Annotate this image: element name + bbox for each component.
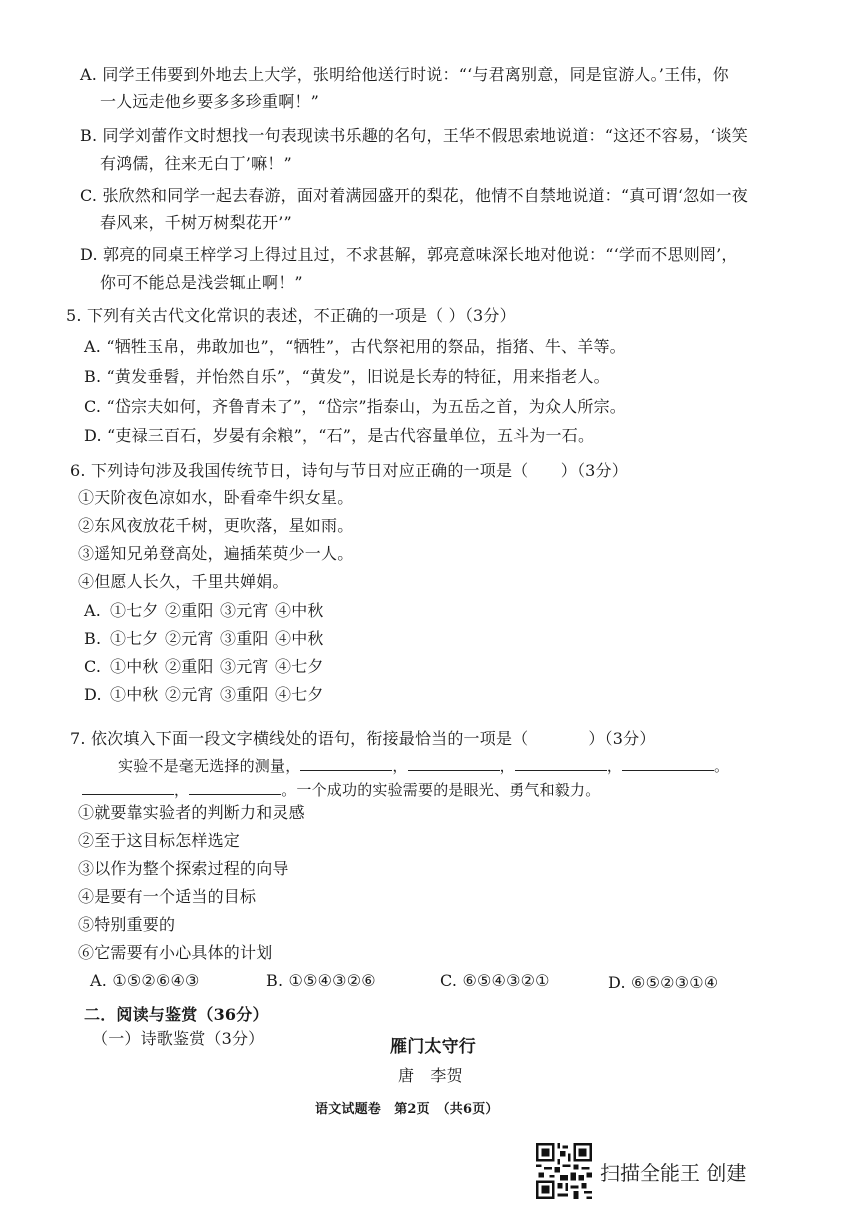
q7-option-c: C. ⑥⑤④③②① (440, 971, 550, 990)
q7-passage-line1: 实验不是毫无选择的测量， ， ， ， 。 (118, 754, 729, 777)
fill-blank-3 (515, 754, 607, 771)
fill-blank-4 (622, 754, 714, 771)
fill-blank-5 (82, 778, 174, 795)
q7-option-a: A. ①⑤②⑥④③ (90, 971, 200, 990)
answer-blank (528, 728, 588, 744)
q7-item-5: ⑤特别重要的 (78, 915, 176, 934)
q7-option-d: D. ⑥⑤②③①④ (608, 973, 719, 992)
q6-poem-line-3: ③遥知兄弟登高处，遍插茱萸少一人。 (78, 544, 354, 563)
q7-item-6: ⑥它需要有小心具体的计划 (78, 943, 273, 962)
q7-item-2: ②至于这目标怎样选定 (78, 831, 241, 850)
q7-option-b: B. ①⑤④③②⑥ (266, 971, 376, 990)
q6-option-d: D. ①中秋 ②元宵 ③重阳 ④七夕 (84, 685, 324, 704)
q5-option-d: D. “吏禄三百石，岁晏有余粮”，“石”，是古代容量单位，五斗为一石。 (84, 426, 595, 445)
q7-item-3: ③以作为整个探索过程的向导 (78, 859, 289, 878)
q5-option-c: C. “岱宗夫如何，齐鲁青未了”，“岱宗”指泰山，为五岳之首，为众人所宗。 (84, 397, 626, 416)
q7-stem: 7. 依次填入下面一段文字横线处的语句，衔接最恰当的一项是（ ）（3分） (70, 729, 656, 748)
q4-option-a-line2: 一人远走他乡要多多珍重啊！” (100, 92, 319, 111)
fill-blank-6 (189, 778, 281, 795)
q4-option-c-line1: C. 张欣然和同学一起去春游，面对着满园盛开的梨花，他情不自禁地说道：“真可谓‘忽如一夜 (80, 186, 748, 205)
q5-option-b: B. “黄发垂髫，并怡然自乐”，“黄发”，旧说是长寿的特征，用来指老人。 (84, 367, 610, 386)
q7-item-4: ④是要有一个适当的目标 (78, 887, 257, 906)
q4-option-a-line1: A. 同学王伟要到外地去上大学，张明给他送行时说：“‘与君离别意，同是宦游人。’王伟，你 (80, 65, 729, 84)
q6-stem: 6. 下列诗句涉及我国传统节日，诗句与节日对应正确的一项是（ ）（3分） (70, 461, 628, 480)
q7-item-1: ①就要靠实验者的判断力和灵感 (78, 803, 305, 822)
q6-poem-line-1: ①天阶夜色凉如水，卧看牵牛织女星。 (78, 488, 354, 507)
q4-option-c-line2: 春风来，千树万树梨花开’” (100, 213, 292, 232)
q4-option-d-line2: 你可不能总是浅尝辄止啊！” (100, 273, 303, 292)
poetry-appreciation-heading: （一）诗歌鉴赏（3分） (92, 1029, 265, 1048)
q4-option-b-line1: B. 同学刘蕾作文时想找一句表现读书乐趣的名句，王华不假思索地说道：“这还不容易，‘谈笑 (80, 126, 748, 145)
q4-option-b-line2: 有鸿儒，往来无白丁’嘛！” (100, 154, 292, 173)
fill-blank-2 (408, 754, 500, 771)
qr-code-icon (536, 1143, 592, 1199)
poem-title: 雁门太守行 (390, 1037, 476, 1057)
q7-passage-line2: ， 。一个成功的实验需要的是眼光、勇气和毅力。 (82, 778, 600, 801)
scanner-watermark: 扫描全能王 创建 (600, 1161, 747, 1185)
q6-option-a: A. ①七夕 ②重阳 ③元宵 ④中秋 (84, 601, 324, 620)
q6-poem-line-2: ②东风夜放花千树，更吹落，星如雨。 (78, 516, 354, 535)
q5-stem: 5. 下列有关古代文化常识的表述，不正确的一项是（ ）（3分） (66, 306, 516, 325)
q6-option-c: C. ①中秋 ②重阳 ③元宵 ④七夕 (84, 657, 324, 676)
q6-poem-line-4: ④但愿人长久，千里共婵娟。 (78, 572, 289, 591)
q4-option-d-line1: D. 郭亮的同桌王梓学习上得过且过，不求甚解，郭亮意味深长地对他说：“‘学而不思则罔’， (80, 245, 738, 264)
poem-author: 唐 李贺 (398, 1066, 463, 1085)
fill-blank-1 (300, 754, 392, 771)
q5-option-a: A. “牺牲玉帛，弗敢加也”，“牺牲”，古代祭祀用的祭品，指猪、牛、羊等。 (84, 337, 626, 356)
section-2-heading: 二．阅读与鉴赏（36分） (84, 1005, 269, 1024)
page-footer: 语文试题卷 第2页 （共6页） (315, 1102, 499, 1117)
q6-option-b: B. ①七夕 ②元宵 ③重阳 ④中秋 (84, 629, 324, 648)
